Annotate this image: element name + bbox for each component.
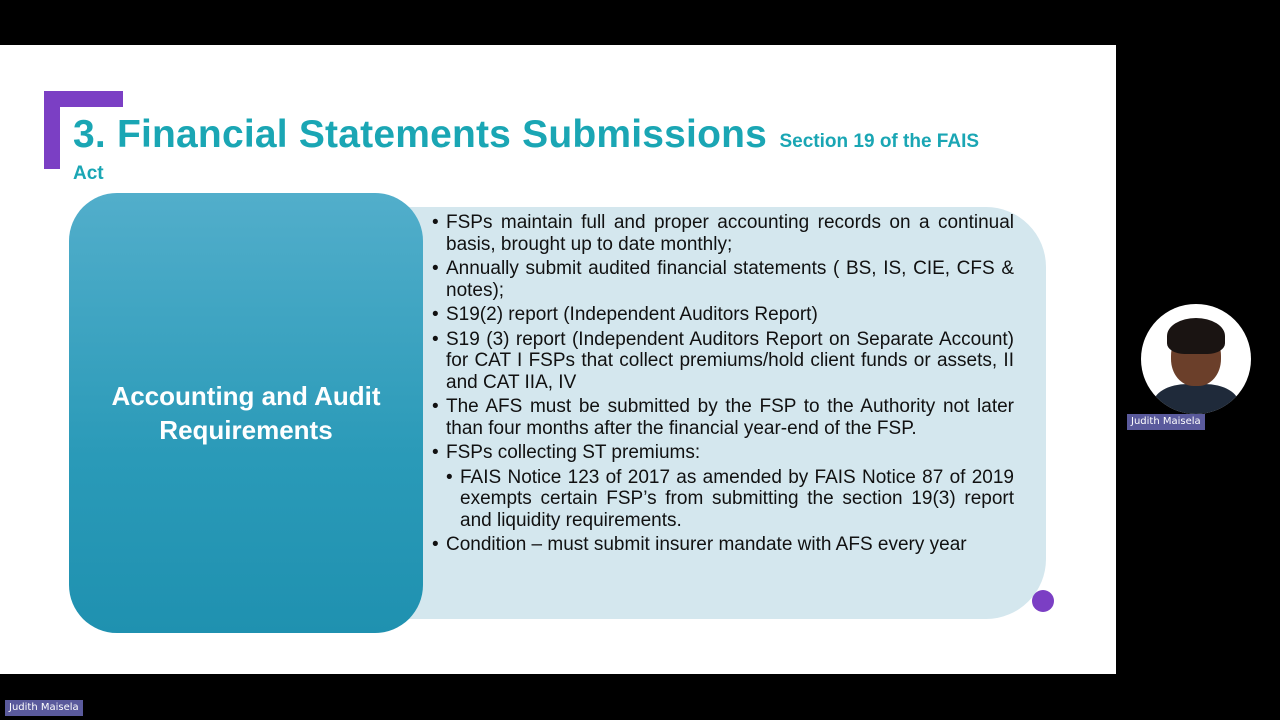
participant-name-tag: Judith Maisela <box>1127 414 1205 430</box>
participant-video-tile[interactable] <box>1141 304 1251 414</box>
presenter-name-tag: Judith Maisela <box>5 700 83 716</box>
participant-body <box>1153 384 1239 414</box>
bullet-item: • FSPs maintain full and proper accounting records on a continual basis, brought up to date monthly; <box>432 212 1014 255</box>
section-heading: Accounting and Audit Requirements <box>111 381 381 445</box>
bullet-item: • S19(2) report (Independent Auditors Report) <box>432 304 1014 326</box>
slide-title <box>73 115 1073 154</box>
slide-title-main: 3. Financial Statements Submissions <box>73 113 768 156</box>
slide-title-subtitle: Section 19 of the FAIS <box>779 131 980 152</box>
shared-slide <box>0 45 1116 674</box>
bullet-item: • FSPs collecting ST premiums: <box>432 442 1014 464</box>
purple-dot-decoration <box>1032 590 1054 612</box>
bullet-item: • Condition – must submit insurer mandate with AFS every year <box>432 534 1014 556</box>
bullet-item: • Annually submit audited financial statements ( BS, IS, CIE, CFS & notes); <box>432 258 1014 301</box>
slide-title-subtitle-continued: Act <box>73 163 104 184</box>
participant-hair <box>1167 318 1225 354</box>
bullet-item: • S19 (3) report (Independent Auditors Report on Separate Account) for CAT I FSPs that collect premiums/hold client funds or assets, II and CAT IIA, IV <box>432 329 1014 394</box>
bullet-item: • The AFS must be submitted by the FSP to the Authority not later than four months after the financial year-end of the FSP. <box>432 396 1014 439</box>
section-heading-box <box>69 193 423 633</box>
sub-bullet-item: • FAIS Notice 123 of 2017 as amended by FAIS Notice 87 of 2019 exempts certain FSP’s from submitting the section 19(3) report and liquidity requirements. <box>446 467 1014 532</box>
bullet-list <box>432 212 1014 559</box>
